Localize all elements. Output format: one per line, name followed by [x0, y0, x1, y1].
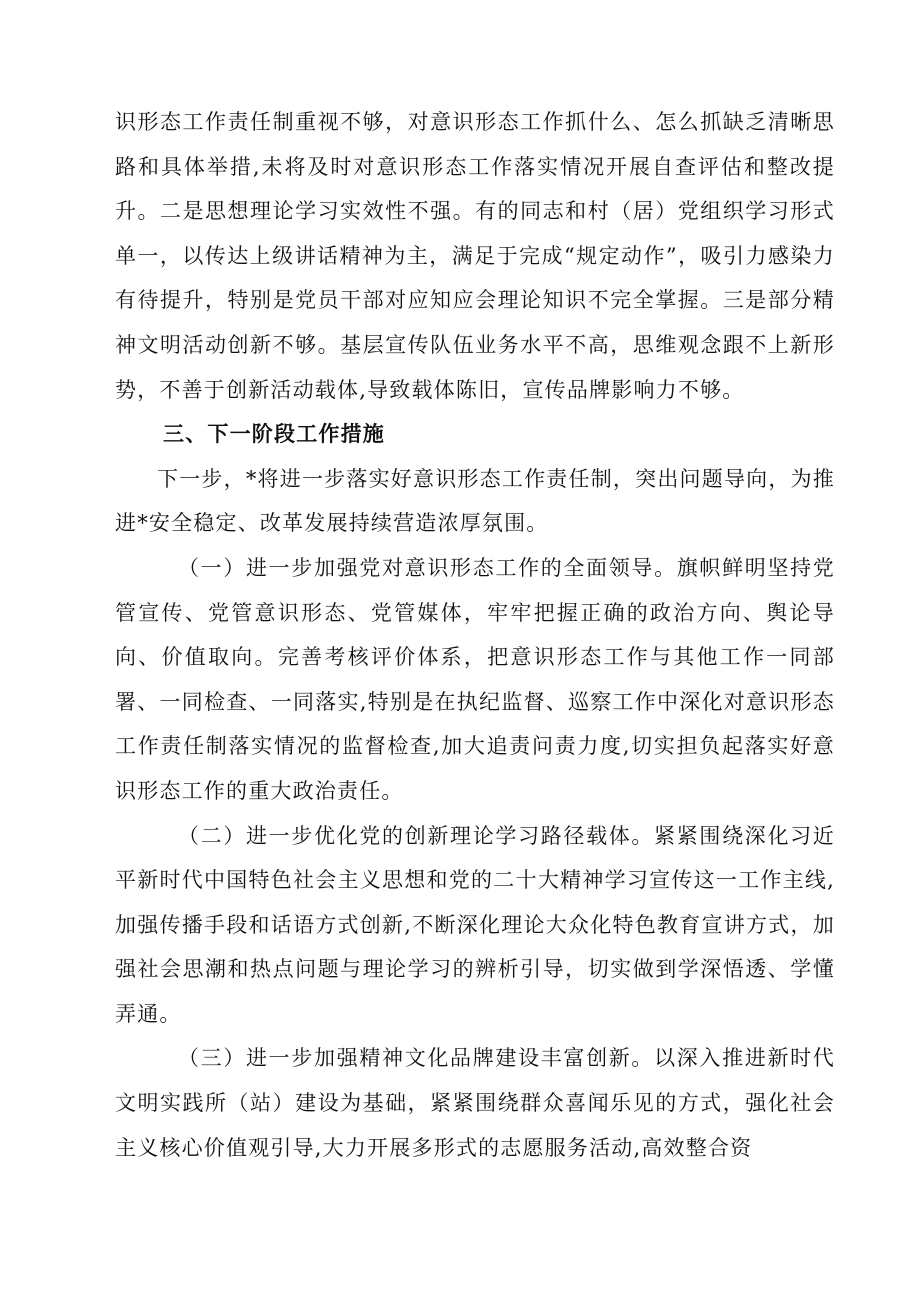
- document-body: [115, 100, 835, 1170]
- paragraph-problems-continued: 识形态工作责任制重视不够，对意识形态工作抓什么、怎么抓缺乏清晰思路和具体举措,未将及时对意识形态工作落实情况开展自查评估和整改提升。二是思想理论学习实效性不强。有的同志和村（居）党组织学习形式单一，以传达上级讲话精神为主，满足于完成“规定动作”，吸引力感染力有待提升，特别是党员干部对应知应会理论知识不完全掌握。三是部分精神文明活动创新不够。基层宣传队伍业务水平不高，思维观念跟不上新形势，不善于创新活动载体,导致载体陈旧，宣传品牌影响力不够。: [115, 110, 835, 402]
- paragraph-measure-three: （三）进一步加强精神文化品牌建设丰富创新。以深入推进新时代文明实践所（站）建设为基础，紧紧围绕群众喜闻乐见的方式，强化社会主义核心价值观引导,大力开展多形式的志愿服务活动,高效整合资: [115, 1046, 835, 1160]
- paragraph-measure-one: （一）进一步加强党对意识形态工作的全面领导。旗帜鲜明坚持党管宣传、党管意识形态、党管媒体，牢牢把握正确的政治方向、舆论导向、价值取向。完善考核评价体系，把意识形态工作与其他工作一同部署、一同检查、一同落实,特别是在执纪监督、巡察工作中深化对意识形态工作责任制落实情况的监督检查,加大追责问责力度,切实担负起落实好意识形态工作的重大政治责任。: [115, 555, 835, 803]
- paragraph-next-step-intro: 下一步，*将进一步落实好意识形态工作责任制，突出问题导向，为推进*安全稳定、改革发展持续营造浓厚氛围。: [115, 466, 835, 536]
- paragraph-measure-two: （二）进一步优化党的创新理论学习路径载体。紧紧围绕深化习近平新时代中国特色社会主义思想和党的二十大精神学习宣传这一工作主线,加强传播手段和话语方式创新,不断深化理论大众化特色教育宣讲方式，加强社会思潮和热点问题与理论学习的辨析引导，切实做到学深悟透、学懂弄通。: [115, 823, 835, 1026]
- section-heading-next-steps: 三、下一阶段工作措施: [163, 422, 385, 447]
